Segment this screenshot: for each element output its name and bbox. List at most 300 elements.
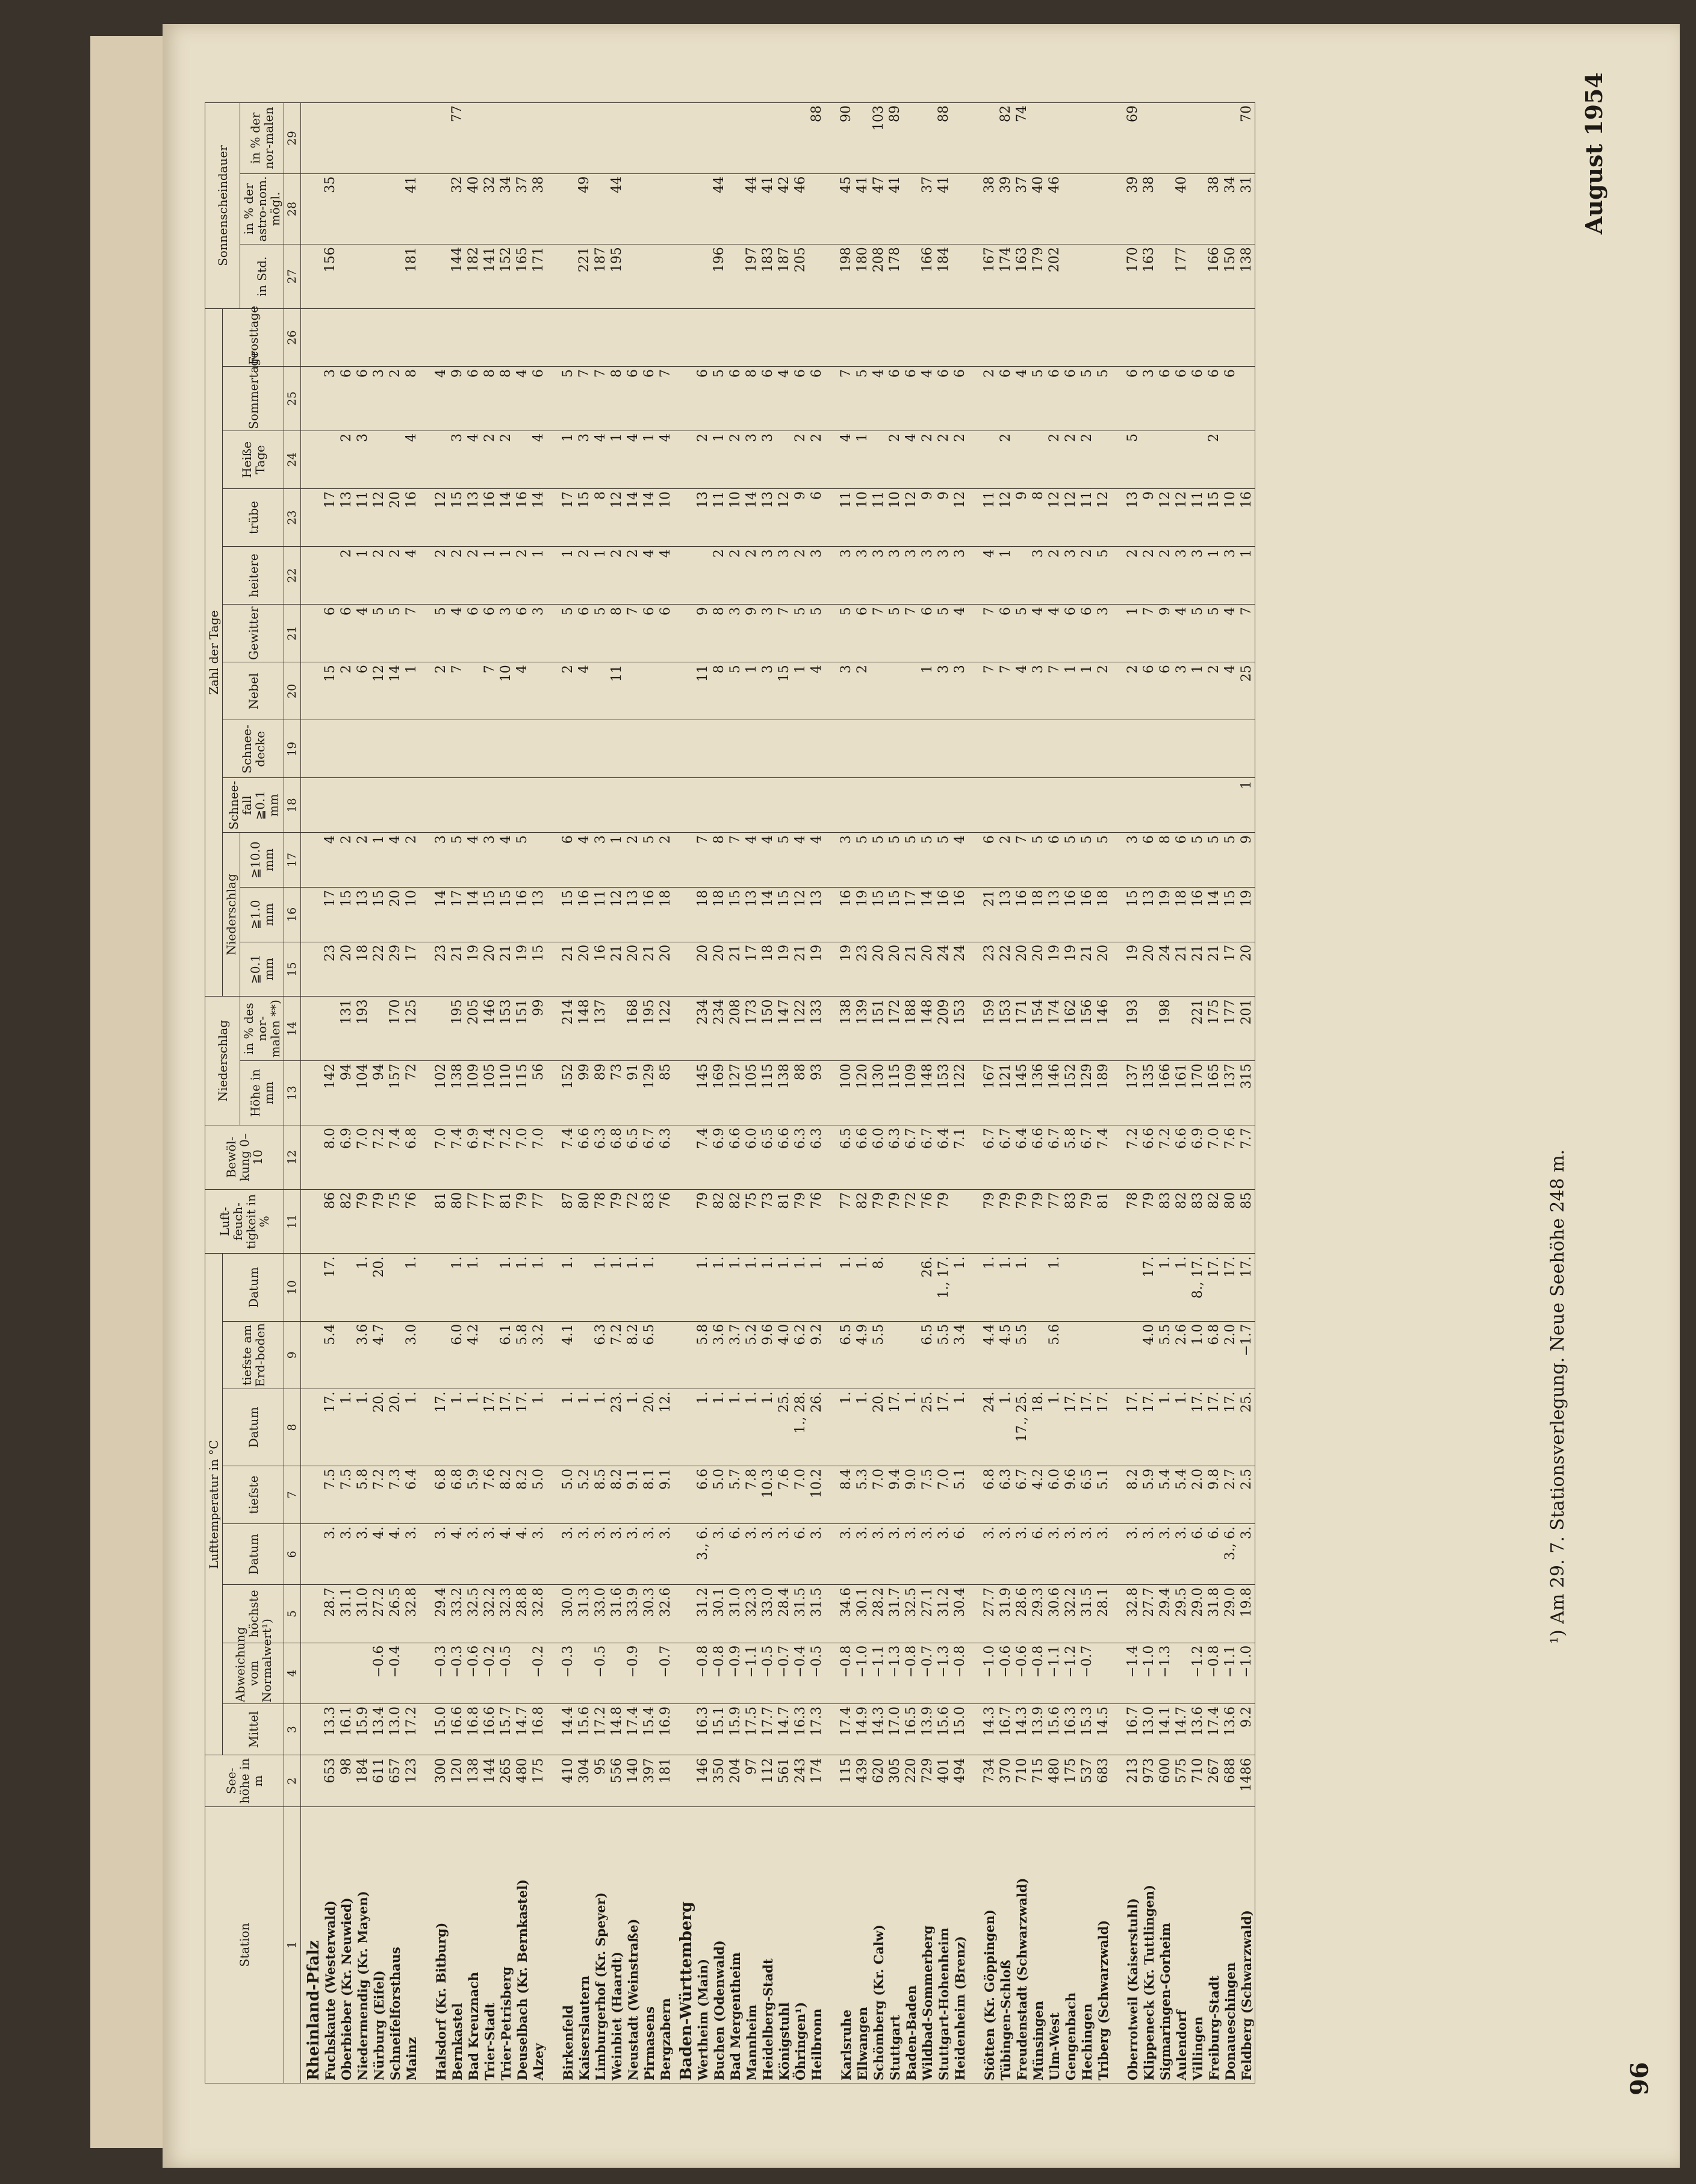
column-number: 14 — [284, 997, 301, 1061]
table-cell: 11 — [695, 662, 711, 720]
table-cell: 2.7 — [1222, 1466, 1238, 1523]
table-cell — [387, 308, 403, 366]
table-cell: 13 — [760, 488, 776, 546]
table-cell: 4.5 — [998, 1321, 1014, 1389]
table-cell: 6 — [482, 605, 498, 662]
table-cell — [838, 308, 854, 366]
table-cell: 5 — [433, 605, 449, 662]
table-cell: 1. — [981, 1254, 998, 1321]
table-cell — [355, 173, 371, 244]
table-cell — [711, 308, 727, 366]
table-cell: 20 — [387, 488, 403, 546]
table-cell: 5 — [1095, 367, 1111, 431]
table-row — [981, 103, 998, 2083]
table-cell — [1190, 173, 1206, 244]
table-cell: −0.8 — [903, 1643, 919, 1703]
table-cell: 13.0 — [387, 1704, 403, 1755]
table-cell: 14 — [1206, 887, 1222, 942]
table-cell: 15 — [871, 887, 887, 942]
table-cell: 8 — [403, 367, 420, 431]
table-cell: 2 — [792, 547, 809, 605]
table-cell: 7.0 — [514, 1125, 530, 1189]
table-cell: 1. — [355, 1254, 371, 1321]
table-cell — [482, 103, 498, 174]
table-cell: 17. — [1095, 1389, 1111, 1466]
table-cell — [530, 662, 547, 720]
table-cell — [657, 662, 674, 720]
table-cell: 161 — [1173, 1061, 1190, 1125]
table-cell: 1. — [711, 1389, 727, 1466]
table-cell — [449, 720, 465, 778]
table-cell: 18 — [711, 887, 727, 942]
table-cell: 156 — [322, 244, 338, 309]
table-cell: 2 — [371, 547, 387, 605]
table-cell: 1. — [695, 1389, 711, 1466]
table-cell: 82 — [338, 1189, 355, 1254]
table-cell: 1. — [338, 1389, 355, 1466]
table-cell: 13 — [338, 488, 355, 546]
table-body — [284, 103, 1255, 2083]
table-cell: 14.3 — [981, 1704, 998, 1755]
table-cell: 3 — [952, 547, 968, 605]
table-cell: 4 — [530, 431, 547, 488]
table-cell: 4 — [657, 431, 674, 488]
empty-cell — [301, 1643, 323, 1703]
table-cell: 9.0 — [903, 1466, 919, 1523]
table-cell: 4 — [809, 833, 825, 888]
table-row — [1079, 103, 1095, 2083]
table-cell: 30.1 — [854, 1585, 871, 1643]
empty-cell — [1111, 778, 1125, 833]
table-cell: 14 — [465, 887, 482, 942]
empty-cell — [825, 1704, 838, 1755]
table-cell: 1 — [919, 662, 936, 720]
table-cell — [903, 1321, 919, 1389]
empty-cell — [301, 778, 323, 833]
table-cell — [919, 308, 936, 366]
table-cell: 24. — [981, 1389, 998, 1466]
table-cell: 5 — [936, 833, 952, 888]
empty-cell — [301, 1061, 323, 1125]
table-cell: 166 — [1157, 1061, 1173, 1125]
table-cell — [576, 308, 592, 366]
table-cell: −0.6 — [371, 1643, 387, 1703]
table-cell: 6 — [338, 605, 355, 662]
table-cell: 1. — [760, 1389, 776, 1466]
table-cell — [371, 308, 387, 366]
table-cell: 166 — [919, 244, 936, 309]
table-cell: 3. — [711, 1524, 727, 1585]
table-cell: 3. — [322, 1524, 338, 1585]
table-cell: 5.5 — [936, 1321, 952, 1389]
table-cell — [695, 547, 711, 605]
table-cell: 2 — [919, 431, 936, 488]
table-cell — [1190, 103, 1206, 174]
table-cell: 6.6 — [1173, 1125, 1190, 1189]
table-cell: 5.8 — [1063, 1125, 1079, 1189]
table-cell: 28.2 — [871, 1585, 887, 1643]
table-cell — [727, 308, 744, 366]
table-cell: 14.7 — [776, 1704, 792, 1755]
table-cell: 3., 6. — [1222, 1524, 1238, 1585]
table-cell: 21 — [641, 942, 657, 997]
table-cell: 136 — [1030, 1061, 1046, 1125]
table-cell: 6 — [887, 367, 903, 431]
table-cell: 31.7 — [887, 1585, 903, 1643]
table-cell — [1141, 997, 1157, 1061]
table-cell: 5.6 — [1046, 1321, 1063, 1389]
table-cell: 9.8 — [1206, 1466, 1222, 1523]
empty-cell — [1111, 173, 1125, 244]
table-cell — [625, 720, 641, 778]
table-cell: 2 — [809, 431, 825, 488]
table-cell: 9 — [792, 488, 809, 546]
empty-cell — [420, 1643, 433, 1703]
empty-cell — [1111, 244, 1125, 309]
table-cell: 4 — [838, 431, 854, 488]
empty-cell — [1111, 308, 1125, 366]
table-cell: 37 — [514, 173, 530, 244]
empty-cell — [1111, 488, 1125, 546]
station-name: Königstuhl — [776, 1806, 792, 2083]
table-cell: 6 — [1157, 367, 1173, 431]
table-cell: 13.9 — [1030, 1704, 1046, 1755]
table-cell: 1. — [560, 1254, 576, 1321]
table-cell: 79 — [1014, 1189, 1030, 1254]
table-cell: 537 — [1079, 1755, 1095, 1806]
table-row — [1190, 103, 1206, 2083]
table-cell: 2 — [338, 662, 355, 720]
table-cell — [355, 103, 371, 174]
table-cell — [387, 1254, 403, 1321]
table-cell: 25. — [776, 1389, 792, 1466]
table-cell: 7.4 — [695, 1125, 711, 1189]
table-cell: 14.7 — [514, 1704, 530, 1755]
table-cell: 16 — [514, 488, 530, 546]
table-cell: 6 — [641, 605, 657, 662]
station-name: Schneifelforsthaus — [387, 1806, 403, 2083]
table-cell: 152 — [1063, 1061, 1079, 1125]
table-cell: 28.7 — [322, 1585, 338, 1643]
table-cell: 6.3 — [809, 1125, 825, 1189]
table-cell: 7 — [1141, 605, 1157, 662]
block-gap — [547, 103, 560, 2083]
table-cell: 19 — [465, 942, 482, 997]
empty-cell — [968, 778, 981, 833]
table-cell — [514, 431, 530, 488]
empty-cell — [420, 1806, 433, 2083]
table-cell: 6 — [1125, 367, 1141, 431]
table-cell — [560, 173, 576, 244]
table-cell: −0.5 — [760, 1643, 776, 1703]
table-cell: 13.9 — [919, 1704, 936, 1755]
table-cell: 243 — [792, 1755, 809, 1806]
table-cell: 3.2 — [530, 1321, 547, 1389]
table-cell — [530, 833, 547, 888]
table-cell: 70 — [1238, 103, 1255, 174]
table-cell: 1. — [449, 1254, 465, 1321]
table-cell: 4 — [809, 662, 825, 720]
empty-cell — [1111, 997, 1125, 1061]
table-cell: 5 — [1206, 605, 1222, 662]
empty-cell — [420, 778, 433, 833]
table-cell — [1190, 778, 1206, 833]
column-number: 2 — [284, 1755, 301, 1806]
table-cell — [1141, 103, 1157, 174]
table-cell: 8.1 — [641, 1466, 657, 1523]
station-name: Freudenstadt (Schwarzwald) — [1014, 1806, 1030, 2083]
table-cell — [903, 244, 919, 309]
table-cell: 5 — [371, 605, 387, 662]
table-cell: 4 — [498, 833, 514, 888]
station-name: Triberg (Schwarzwald) — [1095, 1806, 1111, 2083]
table-cell: 3 — [1030, 547, 1046, 605]
table-cell: 1. — [625, 1389, 641, 1466]
table-cell: 181 — [657, 1755, 674, 1806]
table-cell: 1. — [744, 1389, 760, 1466]
table-cell: −0.3 — [449, 1643, 465, 1703]
empty-cell — [968, 997, 981, 1061]
table-cell: 74 — [1014, 103, 1030, 174]
table-cell: 5 — [449, 833, 465, 888]
table-cell: 1. — [1173, 1389, 1190, 1466]
table-cell — [952, 778, 968, 833]
table-cell: 174 — [1046, 997, 1063, 1061]
table-cell: 3 — [887, 547, 903, 605]
table-cell: 4 — [903, 431, 919, 488]
table-cell: 10.3 — [760, 1466, 776, 1523]
table-cell: 1. — [1157, 1389, 1173, 1466]
table-cell: 72 — [403, 1061, 420, 1125]
table-cell: 127 — [727, 1061, 744, 1125]
table-cell: 3 — [1173, 662, 1190, 720]
table-cell: 77 — [530, 1189, 547, 1254]
table-cell: 17 — [560, 488, 576, 546]
table-cell — [711, 778, 727, 833]
table-cell: 88 — [936, 103, 952, 174]
table-cell — [641, 778, 657, 833]
table-cell: 7.6 — [1222, 1125, 1238, 1189]
table-cell: 6 — [1079, 605, 1095, 662]
table-cell: 17. — [1206, 1254, 1222, 1321]
table-cell: 17.7 — [760, 1704, 776, 1755]
empty-cell — [968, 1189, 981, 1254]
table-cell: 38 — [1141, 173, 1157, 244]
table-cell: 17. — [1206, 1389, 1222, 1466]
table-cell — [371, 103, 387, 174]
table-cell: 104 — [355, 1061, 371, 1125]
table-cell: 146 — [1095, 997, 1111, 1061]
table-row — [1030, 103, 1046, 2083]
table-cell — [1141, 720, 1157, 778]
table-cell: 23 — [981, 942, 998, 997]
table-cell: 146 — [1046, 1061, 1063, 1125]
table-cell: 4 — [625, 431, 641, 488]
table-cell: 198 — [1157, 997, 1173, 1061]
table-cell: 76 — [809, 1189, 825, 1254]
table-cell — [1173, 308, 1190, 366]
table-cell: 31.2 — [936, 1585, 952, 1643]
table-cell: 197 — [744, 244, 760, 309]
table-cell: 5 — [792, 605, 809, 662]
table-cell: 2 — [338, 547, 355, 605]
table-cell: 79 — [871, 1189, 887, 1254]
table-cell: 370 — [998, 1755, 1014, 1806]
table-cell: 401 — [936, 1755, 952, 1806]
table-row — [711, 103, 727, 2083]
table-cell: −1.1 — [1046, 1643, 1063, 1703]
table-cell: 6.0 — [449, 1321, 465, 1389]
table-cell: 76 — [919, 1189, 936, 1254]
table-cell: 6.6 — [727, 1125, 744, 1189]
header-sonne-std: in Std. — [240, 244, 284, 309]
table-cell: 1 — [355, 547, 371, 605]
table-cell — [625, 103, 641, 174]
empty-cell — [301, 1125, 323, 1189]
empty-cell — [301, 1254, 323, 1321]
table-cell: 3 — [838, 833, 854, 888]
table-cell — [1222, 431, 1238, 488]
table-cell: 15.9 — [355, 1704, 371, 1755]
table-cell: 2 — [403, 833, 420, 888]
table-cell: 16 — [1014, 887, 1030, 942]
table-cell: 4. — [387, 1524, 403, 1585]
table-cell: 2 — [1046, 547, 1063, 605]
table-row — [1046, 103, 1063, 2083]
table-cell: 11 — [1079, 488, 1095, 546]
table-cell — [1206, 720, 1222, 778]
empty-cell — [420, 1125, 433, 1189]
table-cell: 82 — [1206, 1189, 1222, 1254]
table-cell: 79 — [1141, 1189, 1157, 1254]
table-cell: 1 — [641, 431, 657, 488]
table-cell: 17. — [433, 1389, 449, 1466]
table-cell: 1. — [1173, 1254, 1190, 1321]
table-cell: 13 — [1141, 887, 1157, 942]
table-cell: 1.0 — [1190, 1321, 1206, 1389]
table-cell: 122 — [792, 997, 809, 1061]
table-cell: 15 — [887, 887, 903, 942]
table-cell: 137 — [1125, 1061, 1141, 1125]
empty-cell — [825, 1061, 838, 1125]
table-cell: 220 — [903, 1755, 919, 1806]
table-cell — [657, 173, 674, 244]
table-cell: 29.0 — [1190, 1585, 1206, 1643]
table-cell: 9 — [1014, 488, 1030, 546]
table-cell: 1. — [465, 1254, 482, 1321]
station-name: Mainz — [403, 1806, 420, 2083]
table-cell: 133 — [809, 997, 825, 1061]
table-cell: 17.2 — [592, 1704, 609, 1755]
table-cell: 15 — [498, 887, 514, 942]
empty-cell — [674, 833, 695, 888]
table-cell — [387, 244, 403, 309]
table-cell: 9.4 — [887, 1466, 903, 1523]
table-cell: 5.8 — [695, 1321, 711, 1389]
table-cell: 20 — [711, 942, 727, 997]
table-cell: 6 — [1173, 833, 1190, 888]
station-name: Tübingen-Schloß — [998, 1806, 1014, 2083]
table-cell: 41 — [887, 173, 903, 244]
table-cell: 208 — [871, 244, 887, 309]
station-name: Nürburg (Eifel) — [371, 1806, 387, 2083]
table-cell: 6 — [760, 367, 776, 431]
table-cell: 3.4 — [952, 1321, 968, 1389]
table-cell: 21 — [981, 887, 998, 942]
table-cell: 163 — [1014, 244, 1030, 309]
table-cell: 83 — [1157, 1189, 1173, 1254]
table-cell: 6 — [903, 367, 919, 431]
table-cell — [514, 778, 530, 833]
table-cell: 8 — [711, 605, 727, 662]
table-cell: 178 — [887, 244, 903, 309]
table-cell — [887, 1321, 903, 1389]
empty-cell — [301, 720, 323, 778]
table-cell: 5 — [560, 367, 576, 431]
table-cell: 6.5 — [838, 1125, 854, 1189]
table-cell: −0.5 — [809, 1643, 825, 1703]
table-cell: 1. — [792, 1254, 809, 1321]
table-cell: 1. — [1046, 1254, 1063, 1321]
table-cell: 91 — [625, 1061, 641, 1125]
table-cell — [1222, 778, 1238, 833]
table-cell: 4 — [576, 662, 592, 720]
table-cell: 32.3 — [744, 1585, 760, 1643]
table-cell: 6. — [1030, 1524, 1046, 1585]
table-cell: 30.3 — [641, 1585, 657, 1643]
empty-cell — [301, 833, 323, 888]
table-cell — [1206, 778, 1222, 833]
table-cell: 3 — [1173, 547, 1190, 605]
column-number: 11 — [284, 1189, 301, 1254]
table-cell: 169 — [711, 1061, 727, 1125]
table-cell: 16.8 — [465, 1704, 482, 1755]
header-tiefste: tiefste — [223, 1466, 284, 1523]
column-number: 12 — [284, 1125, 301, 1189]
table-cell: 1. — [530, 1254, 547, 1321]
empty-cell — [420, 488, 433, 546]
table-cell — [760, 778, 776, 833]
table-cell: 5 — [1206, 833, 1222, 888]
table-cell: 4.4 — [981, 1321, 998, 1389]
table-cell: 15.1 — [711, 1704, 727, 1755]
table-cell: 97 — [744, 1755, 760, 1806]
table-cell: 2 — [1141, 547, 1157, 605]
table-cell: 16.6 — [482, 1704, 498, 1755]
table-cell: 2 — [1206, 431, 1222, 488]
column-number: 28 — [284, 173, 301, 244]
empty-cell — [420, 547, 433, 605]
table-cell — [903, 778, 919, 833]
table-cell: 3. — [625, 1524, 641, 1585]
station-name: Sigmaringen-Gorheim — [1157, 1806, 1173, 2083]
station-name: Kaiserslautern — [576, 1806, 592, 2083]
table-cell: 5 — [1095, 833, 1111, 888]
table-cell — [809, 778, 825, 833]
empty-cell — [301, 942, 323, 997]
table-cell: 105 — [482, 1061, 498, 1125]
table-cell: 653 — [322, 1755, 338, 1806]
table-cell: 16 — [403, 488, 420, 546]
empty-cell — [420, 308, 433, 366]
table-cell: 7.2 — [371, 1125, 387, 1189]
station-name: Trier-Stadt — [482, 1806, 498, 2083]
table-cell: 32 — [482, 173, 498, 244]
table-cell: 79 — [887, 1189, 903, 1254]
table-cell: 3 — [433, 833, 449, 888]
table-cell: 20. — [387, 1389, 403, 1466]
table-cell: 14.7 — [1173, 1704, 1190, 1755]
